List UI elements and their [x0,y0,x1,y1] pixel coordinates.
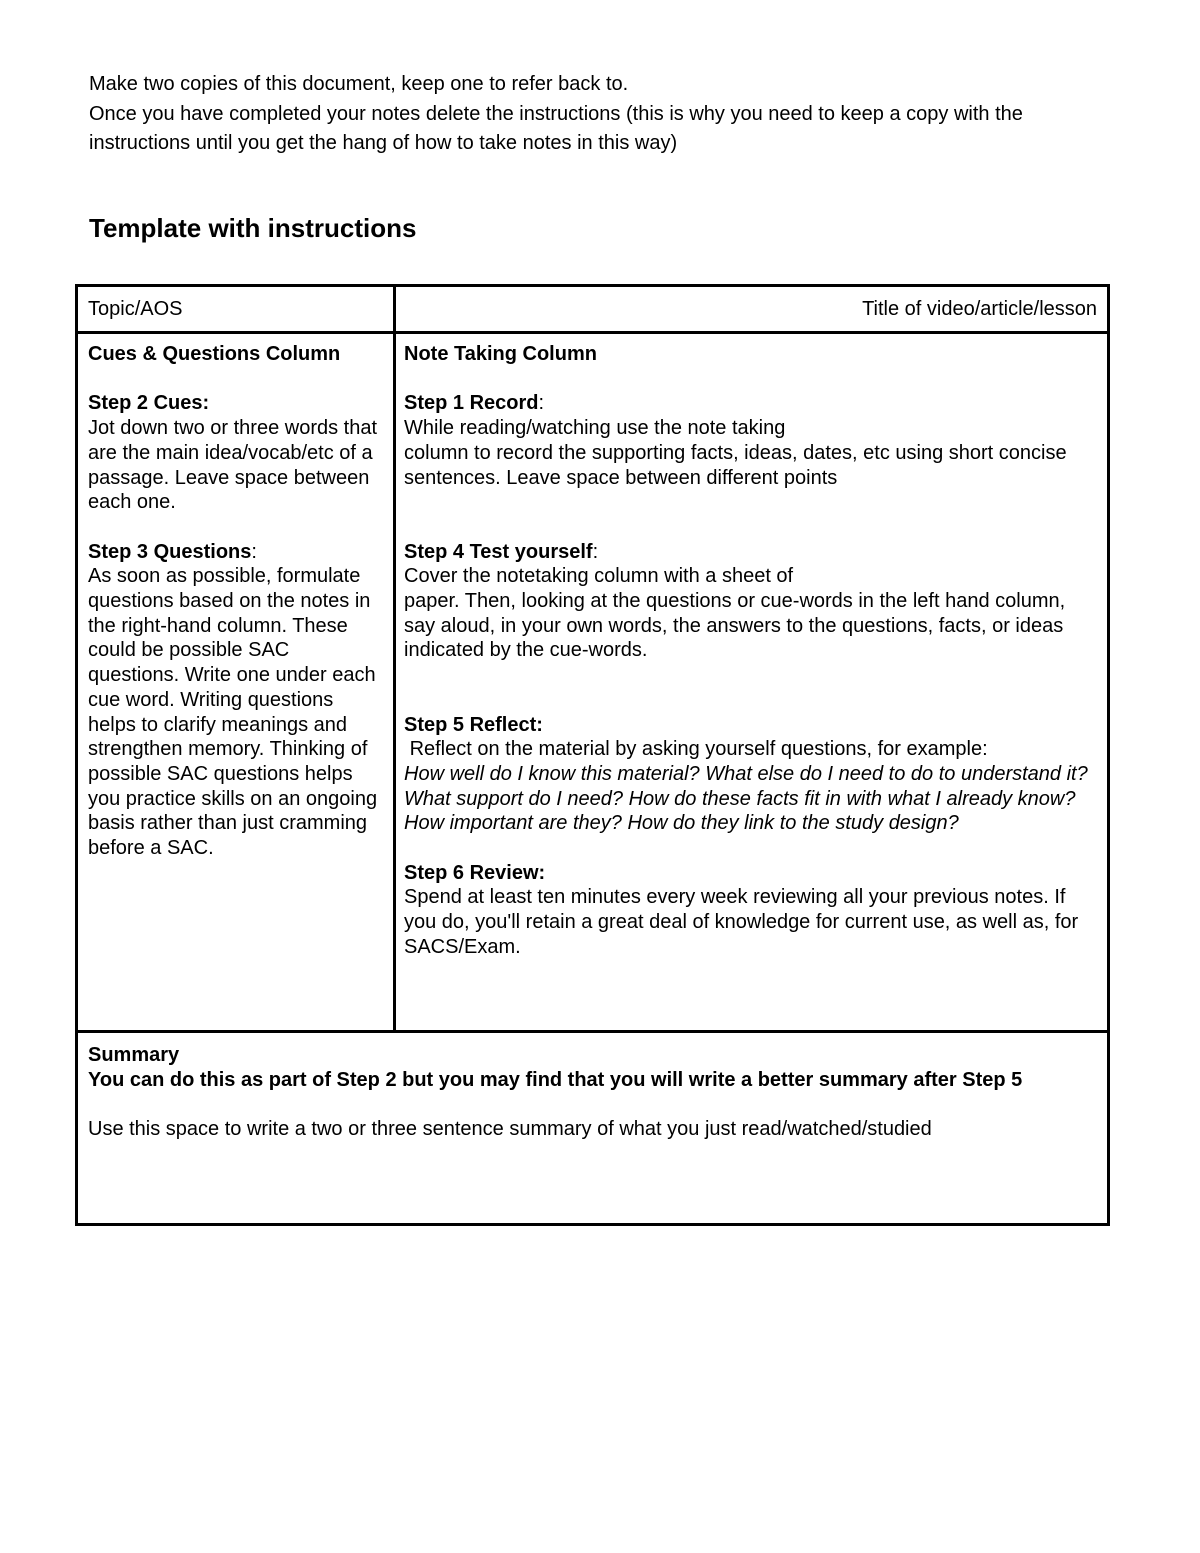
note-taking-column[interactable] [395,333,1109,1032]
step5-italic-questions: How well do I know this material? What else do I need to do to understand it? What support do I need? How do these facts fit in with what I already know? How important are they? How do they link to the study design? [404,762,1088,835]
step1-title: Step 1 Record [404,392,539,415]
step1-heading [404,391,1097,416]
step2-text: Jot down two or three words that are the main idea/vocab/etc of a passage. Leave space between each one. [88,417,378,514]
page-title: Template with instructions [89,213,417,243]
step1-line1: While reading/watching use the note taking [404,417,786,440]
step2-title: Step 2 Cues: [88,392,210,415]
summary-text: Use this space to write a two or three sentence summary of what you just read/watched/studied [88,1118,932,1141]
step3-colon: : [251,540,257,563]
cornell-notes-table [75,284,1110,1226]
step5-title: Step 5 Reflect: [404,713,543,736]
step4-colon: : [592,540,599,563]
summary-row [77,1032,1109,1225]
step1-line2: column to record the supporting facts, ideas, dates, etc using short concise sentences. Leave space between different points [404,441,1067,489]
intro-line-copies: Make two copies of this document, keep one to refer back to. [89,73,629,95]
intro-instructions [89,70,1119,159]
table-header-row [77,286,1109,333]
step3-title: Step 3 Questions [88,540,252,563]
notes-column-title: Note Taking Column [404,343,597,365]
step3-heading [88,540,383,565]
step6-title: Step 6 Review: [404,861,546,884]
intro-line-delete: Once you have completed your notes delete the instructions (this is why you need to keep a copy with the instructions until you get the hang of how to take notes in this way) [89,102,1023,154]
step5-line1: Reflect on the material by asking yourself questions, for example: [404,738,988,761]
summary-title: Summary [88,1044,180,1066]
summary-cell[interactable] [77,1032,1109,1225]
topic-cell[interactable]: Topic/AOS [77,286,395,333]
cues-column-title: Cues & Questions Column [88,343,341,365]
step4-heading [404,540,1097,565]
step4-title: Step 4 Test yourself [404,540,593,563]
step4-line1: Cover the notetaking column with a sheet of [404,565,794,588]
step6-text: Spend at least ten minutes every week reviewing all your previous notes. If you do, you'll retain a great deal of knowledge for current use, as well as, for SACS/Exam. [404,886,1079,958]
step4-line2: paper. Then, looking at the questions or cue-words in the left hand column, say aloud, in your own words, the answers to the questions, facts, or ideas indicated by the cue-words. [404,590,1066,662]
table-body-row [77,333,1109,1032]
summary-subtitle: You can do this as part of Step 2 but you may find that you will write a better summary after Step 5 [88,1068,1023,1091]
cues-questions-column[interactable] [77,333,395,1032]
title-cell[interactable]: Title of video/article/lesson [395,286,1109,333]
step3-text: As soon as possible, formulate questions based on the notes in the right-hand column. These could be possible SAC questions. Write one under each cue word. Writing questions helps to clarify meanings and strengthen memory. Thinking of possible SAC questions helps you practice skills on an ongoing basis rather than just cramming before a SAC. [88,565,378,860]
step1-colon: : [538,392,545,415]
